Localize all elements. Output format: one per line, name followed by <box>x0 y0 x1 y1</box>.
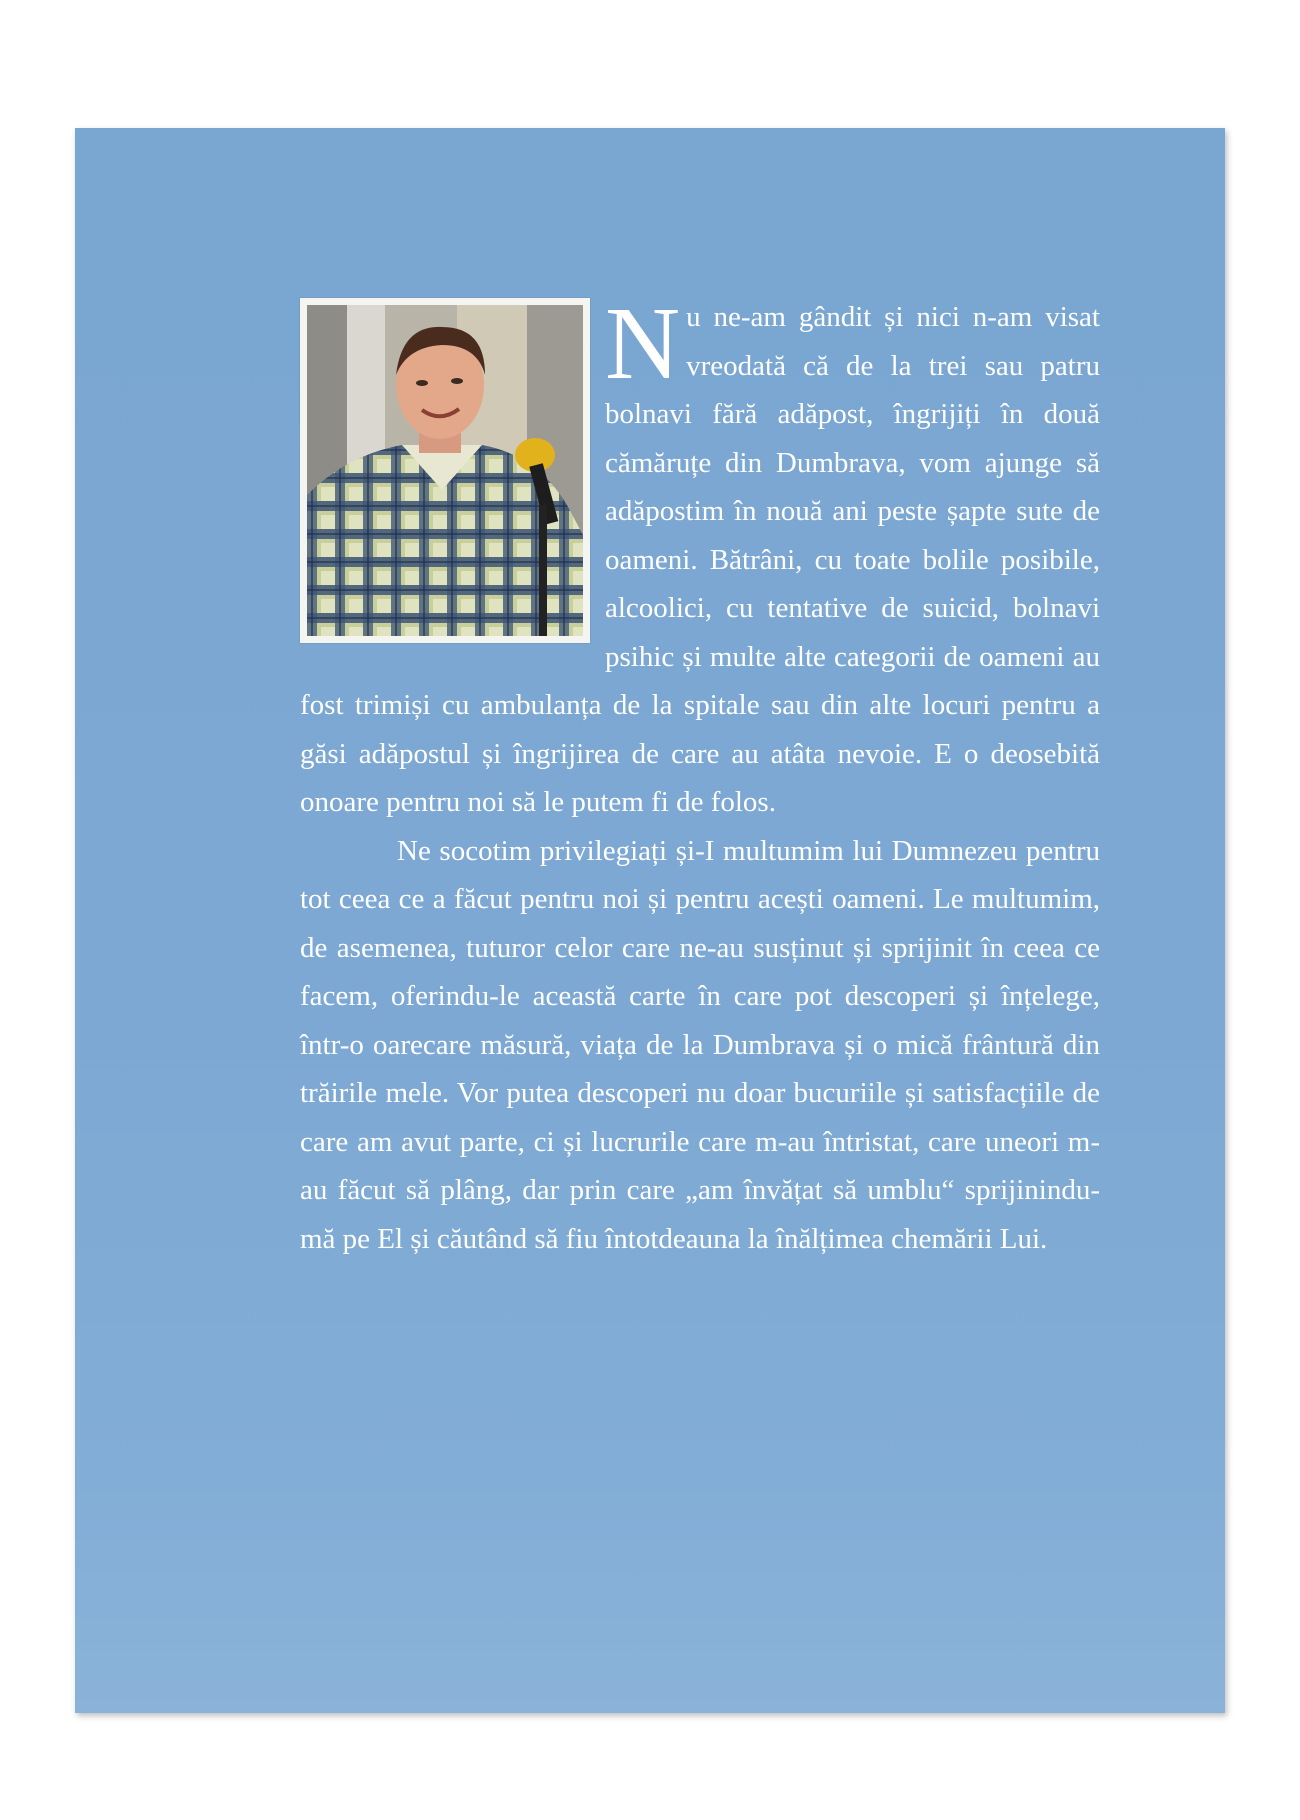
book-back-cover <box>75 128 1225 1713</box>
paragraph-1-text: u ne-am gândit și nici n-am visat vreodată că de la trei sau patru bolnavi fără adăpost, îngrijiți în două cămăruțe din Dumbrava, vom ajunge să adăpostim în nouă ani peste șapte sute de oameni. Bătrâni, cu toate bolile posibile, alcoolici, cu tentative de suicid, bolnavi psihic și multe alte categorii de oameni au fost trimiși cu ambulanța de la spitale sau din alte locuri pentru a găsi adăpostul și îngrijirea de care au atâta nevoie. E o deosebită onoare pentru noi să le putem fi de folos. <box>300 301 1100 818</box>
paragraph-2: Ne socotim privilegiați și-I multumim lui Dumnezeu pentru tot ceea ce a făcut pentru noi și pentru acești oameni. Le multumim, de asemenea, tuturor celor care ne-au susținut și sprijinit în ceea ce facem, oferindu-le această carte în care pot descoperi și înțelege, într-o oarecare măsură, viața de la Dumbrava și o mică frântură din trăirile mele. Vor putea descoperi nu doar bucuriile și satisfacțiile de care am avut parte, ci și lucrurile care m-au întristat, care uneori m-au făcut să plâng, dar prin care „am învățat să umblu“ sprijinindu-mă pe El și căutând să fiu întotdeauna la înălțimea chemării Lui. <box>300 834 1100 1255</box>
back-cover-text <box>300 286 1100 1263</box>
photo-spacer <box>300 293 605 678</box>
drop-cap: N <box>605 286 681 401</box>
